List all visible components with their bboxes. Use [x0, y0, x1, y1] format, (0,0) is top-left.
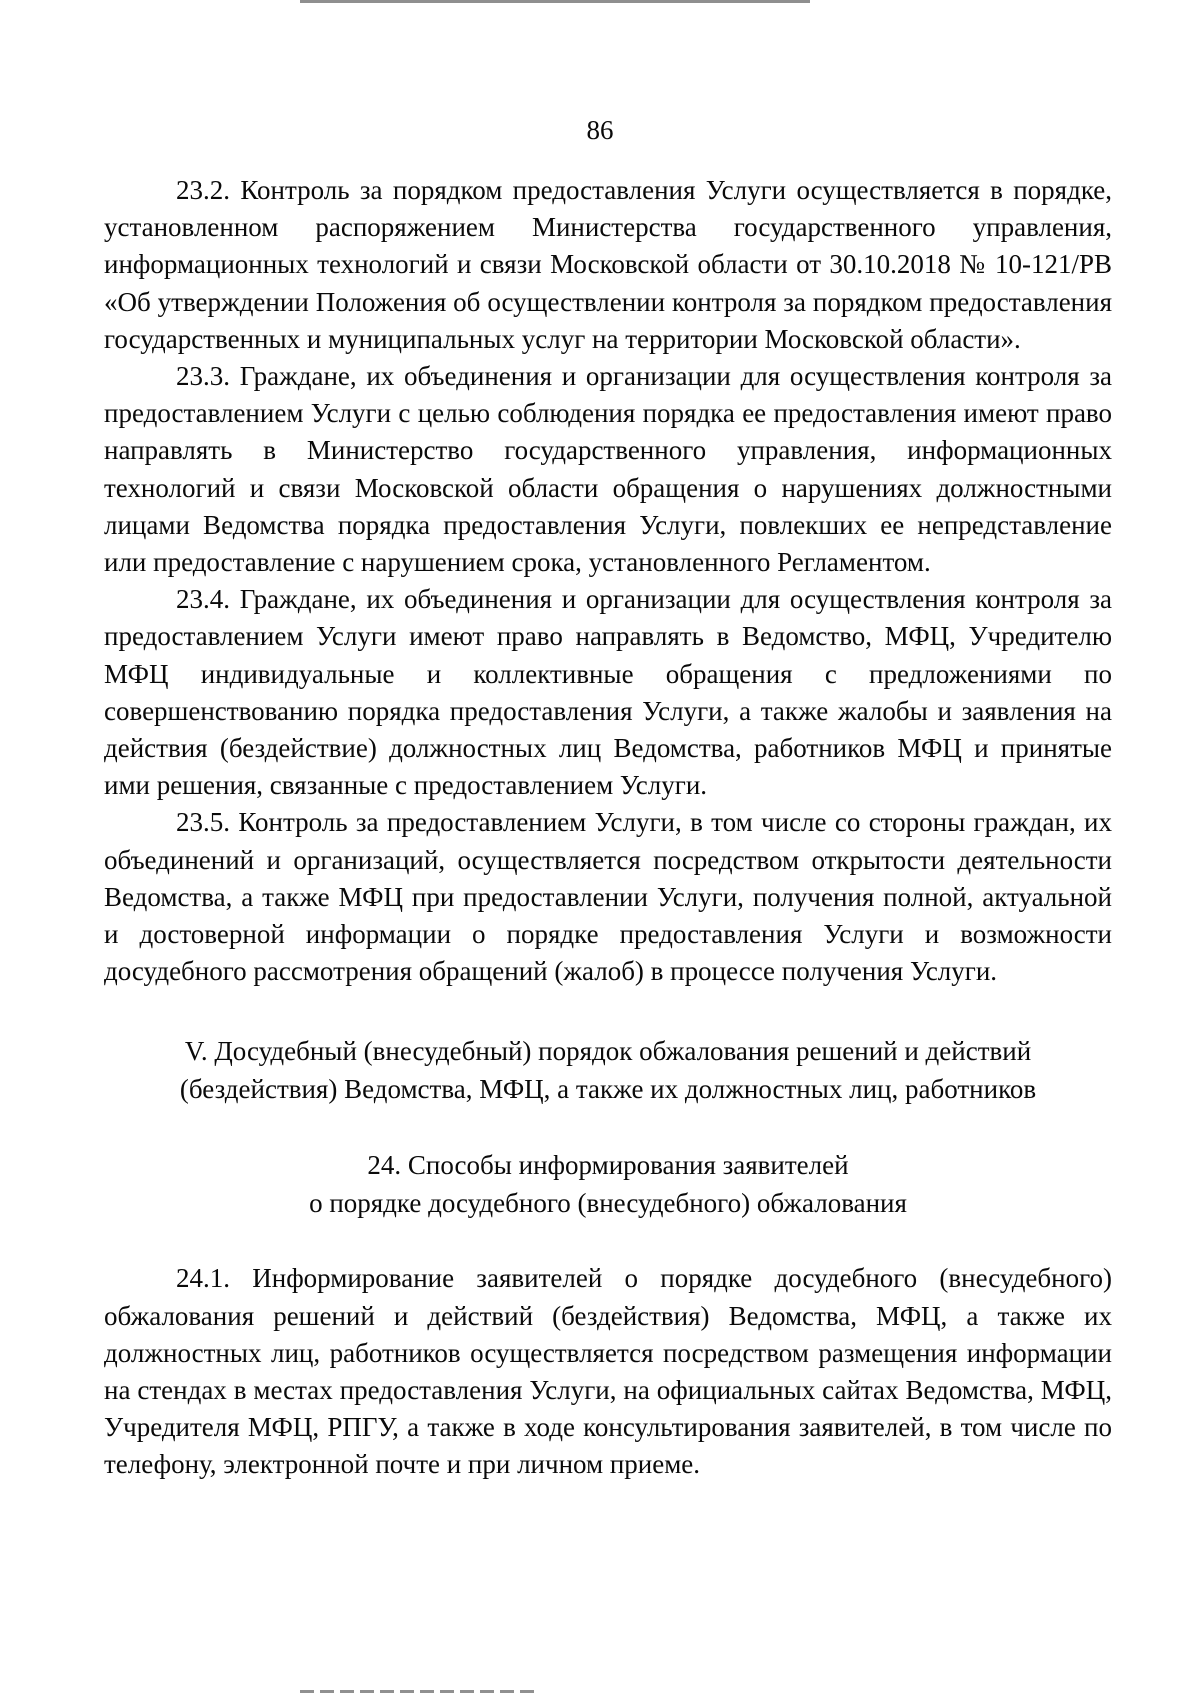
paragraph-23-3: 23.3. Граждане, их объединения и организации для осуществления контроля за предоставлением Услуги с целью соблюдения порядка ее предоставления имеют право направлять в Министерство государственного управления, информационных технологий и связи Московской области обращения о нарушениях должностными лицами Ведомства порядка предоставления Услуги, повлекших ее непредставление или предоставление с нарушением срока, установленного Регламентом.: [104, 361, 1112, 578]
paragraph-23-4: 23.4. Граждане, их объединения и организации для осуществления контроля за предоставлением Услуги имеют право направлять в Ведомство, МФЦ, Учредителю МФЦ индивидуальные и коллективные обращения с предложениями по совершенствованию порядка предоставления Услуги, а также жалобы и заявления на действия (бездействие) должностных лиц Ведомства, работников МФЦ и принятые ими решения, связанные с предоставлением Услуги.: [104, 584, 1112, 801]
section-title-line: (бездействия) Ведомства, МФЦ, а также их должностных лиц, работников: [179, 1074, 1037, 1105]
paragraph-23-5: 23.5. Контроль за предоставлением Услуги, в том числе со стороны граждан, их объединений и организаций, осуществляется посредством открытости деятельности Ведомства, а также МФЦ при предоставлении Услуги, получения полной, актуальной и достоверной информации о порядке предоставления Услуги и возможности досудебного рассмотрения обращений (жалоб) в процессе получения Услуги.: [104, 807, 1112, 987]
section-title: [104, 1032, 1112, 1108]
subsection-title: [104, 1146, 1112, 1222]
subsection-title-line: 24. Способы информирования заявителей: [367, 1150, 849, 1181]
scan-edge-bottom: [300, 1690, 540, 1693]
subsection-title-line: о порядке досудебного (внесудебного) обжалования: [309, 1188, 907, 1219]
document-body: [104, 172, 1112, 1484]
page-number: 86: [586, 115, 614, 145]
scan-edge-top: [300, 0, 810, 3]
paragraph-23-2: 23.2. Контроль за порядком предоставления Услуги осуществляется в порядке, установленном распоряжением Министерства государственного управления, информационных технологий и связи Московской области от 30.10.2018 № 10-121/РВ «Об утверждении Положения об осуществлении контроля за порядком предоставления государственных и муниципальных услуг на территории Московской области».: [104, 175, 1112, 354]
paragraph-24-1: 24.1. Информирование заявителей о порядке досудебного (внесудебного) обжалования решений и действий (бездействия) Ведомства, МФЦ, а также их должностных лиц, работников осуществляется посредством размещения информации на стендах в местах предоставления Услуги, на официальных сайтах Ведомства, МФЦ, Учредителя МФЦ, РПГУ, а также в ходе консультирования заявителей, в том числе по телефону, электронной почте и при личном приеме.: [104, 1263, 1112, 1480]
section-title-line: V. Досудебный (внесудебный) порядок обжалования решений и действий: [184, 1036, 1032, 1067]
